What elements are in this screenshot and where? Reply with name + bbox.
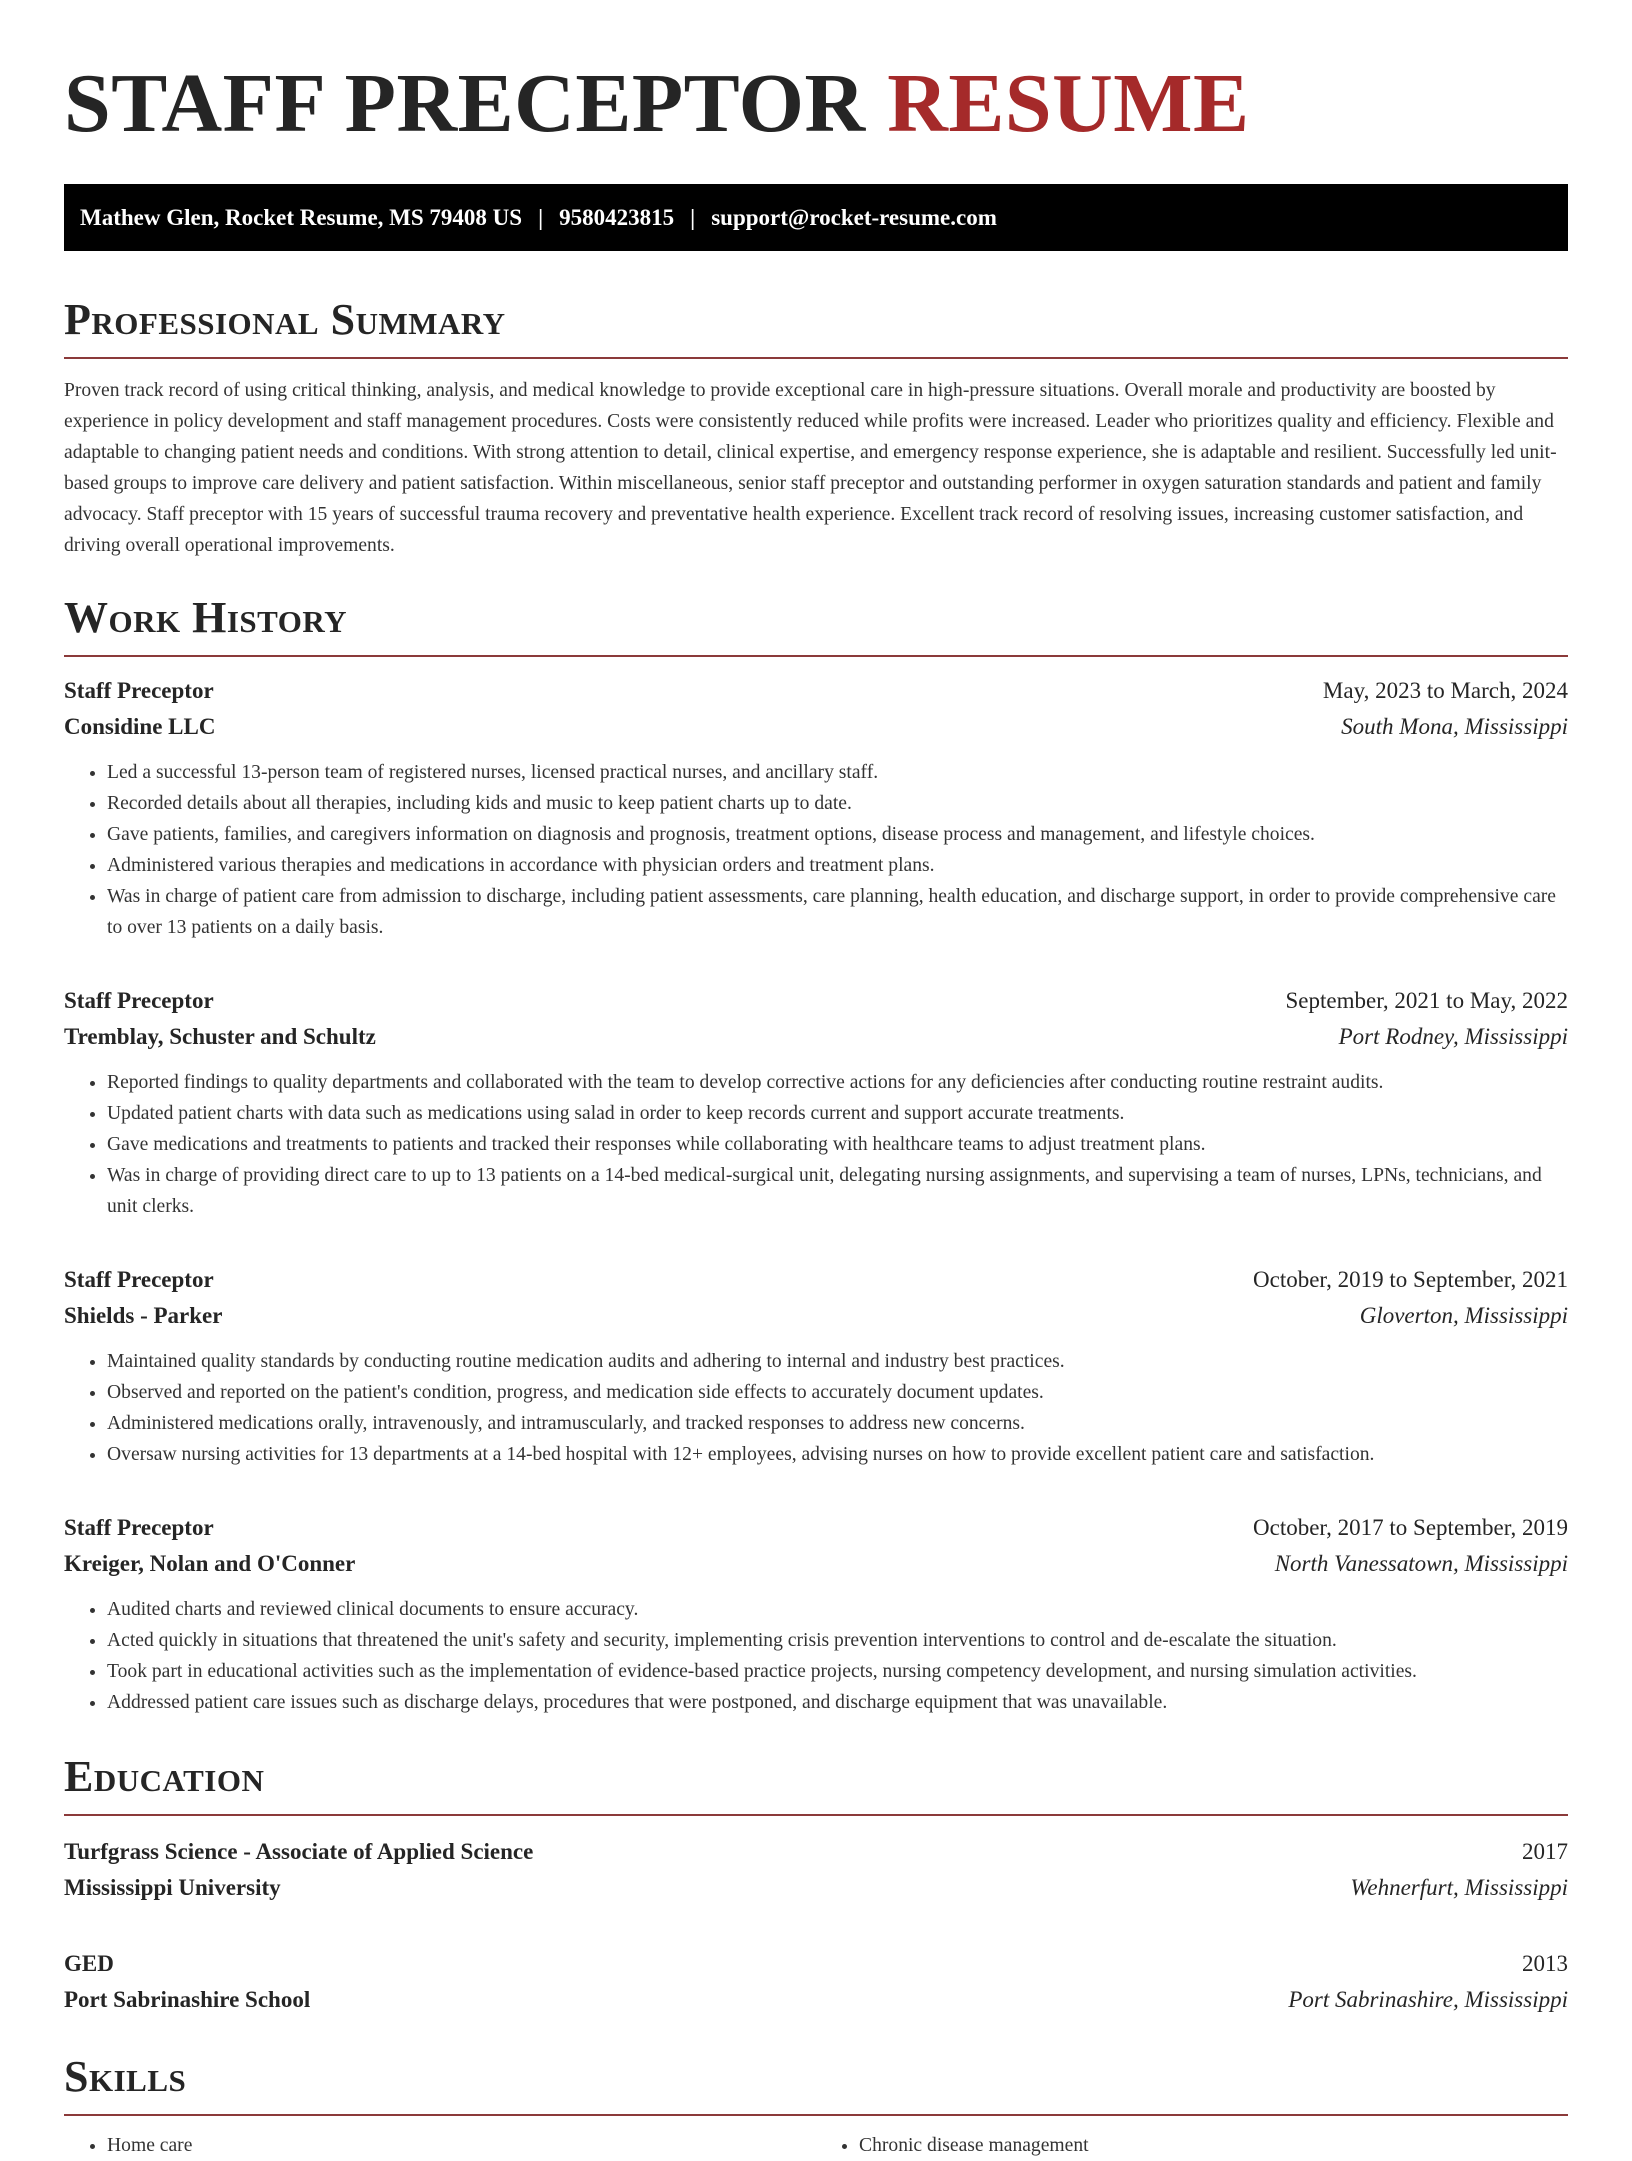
job-bullet: • Led a successful 13-person team of registered nurses, licensed practical nurses, and ancillary staff. <box>107 757 1568 788</box>
job-bullet: • Addressed patient care issues such as discharge delays, procedures that were postponed, and discharge equipment that was unavailable. <box>107 1687 1568 1718</box>
job-title: Staff Preceptor <box>64 678 214 703</box>
job-company: Considine LLC <box>64 714 216 739</box>
job-header-row <box>64 673 1568 709</box>
education-entry <box>64 1834 1568 1906</box>
job-entry <box>64 1262 1568 1470</box>
education-degree-row <box>64 1946 1568 1982</box>
job-bullet: • Acted quickly in situations that threatened the unit's safety and security, implementing crisis prevention interventions to control and de-escalate the situation. <box>107 1625 1568 1656</box>
education-year: 2013 <box>1522 1951 1568 1976</box>
title-accent: RESUME <box>887 57 1250 150</box>
job-dates: October, 2019 to September, 2021 <box>1253 1267 1568 1292</box>
skills-column-right <box>816 2130 1568 2161</box>
job-dates: September, 2021 to May, 2022 <box>1285 988 1568 1013</box>
job-location: Gloverton, Mississippi <box>1359 1303 1568 1328</box>
job-bullets <box>64 1594 1568 1718</box>
job-entry <box>64 1510 1568 1718</box>
education-degree: GED <box>64 1951 114 1976</box>
skill-item: • Chronic disease management <box>859 2130 1568 2161</box>
job-bullets <box>64 1346 1568 1470</box>
job-company-row <box>64 1019 1568 1055</box>
title-main: STAFF PRECEPTOR <box>64 57 866 150</box>
job-entry <box>64 673 1568 943</box>
job-header-row <box>64 983 1568 1019</box>
education-school-row <box>64 1982 1568 2018</box>
job-bullet: • Oversaw nursing activities for 13 departments at a 14-bed hospital with 12+ employees, advising nurses on how to provide excellent patient care and satisfaction. <box>107 1439 1568 1470</box>
job-title: Staff Preceptor <box>64 988 214 1013</box>
job-bullet: • Maintained quality standards by conducting routine medication audits and adhering to internal and industry best practices. <box>107 1346 1568 1377</box>
job-title: Staff Preceptor <box>64 1515 214 1540</box>
job-bullets <box>64 1067 1568 1222</box>
education-location: Wehnerfurt, Mississippi <box>1350 1875 1568 1900</box>
job-location: Port Rodney, Mississippi <box>1338 1024 1568 1049</box>
job-company: Shields - Parker <box>64 1303 223 1328</box>
work-history-heading: Work History <box>64 593 1568 657</box>
contact-email: support@rocket-resume.com <box>711 204 997 230</box>
summary-section <box>64 295 1568 561</box>
skills-section <box>64 2052 1568 2161</box>
work-history-section <box>64 593 1568 1718</box>
job-title: Staff Preceptor <box>64 1267 214 1292</box>
summary-text: Proven track record of using critical thinking, analysis, and medical knowledge to provide exceptional care in high-pressure situations. Overall morale and productivity are boosted by experience in policy development and staff management procedures. Costs were consistently reduced while profits were increased. Leader who prioritizes quality and efficiency. Flexible and adaptable to changing patient needs and conditions. With strong attention to detail, clinical expertise, and emergency response experience, she is adaptable and resilient. Successfully led unit-based groups to improve care delivery and patient satisfaction. Within miscellaneous, senior staff preceptor and outstanding performer in oxygen saturation standards and patient and family advocacy. Staff preceptor with 15 years of successful trauma recovery and preventative health experience. Excellent track record of resolving issues, increasing customer satisfaction, and driving overall operational improvements. <box>64 380 1557 556</box>
education-location: Port Sabrinashire, Mississippi <box>1288 1987 1568 2012</box>
job-bullet: • Recorded details about all therapies, including kids and music to keep patient charts up to date. <box>107 788 1568 819</box>
education-entry <box>64 1946 1568 2018</box>
job-bullet: • Observed and reported on the patient's condition, progress, and medication side effects to accurately document updates. <box>107 1377 1568 1408</box>
skills-heading: Skills <box>64 2052 1568 2116</box>
job-entry <box>64 983 1568 1222</box>
job-bullet: • Was in charge of patient care from admission to discharge, including patient assessments, care planning, health education, and discharge support, in order to provide comprehensive care to over 13 patients on a daily basis. <box>107 881 1568 943</box>
contact-bar <box>64 184 1568 251</box>
skill-item: • Home care <box>107 2130 816 2161</box>
job-bullet: • Administered medications orally, intravenously, and intramuscularly, and tracked responses to address new concerns. <box>107 1408 1568 1439</box>
job-bullet: • Updated patient charts with data such as medications using salad in order to keep records current and support accurate treatments. <box>107 1098 1568 1129</box>
contact-separator: | <box>690 204 696 230</box>
job-bullet: • Was in charge of providing direct care to up to 13 patients on a 14-bed medical-surgical unit, delegating nursing assignments, and supervising a team of nurses, LPNs, technicians, and unit clerks. <box>107 1160 1568 1222</box>
education-school-row <box>64 1870 1568 1906</box>
resume-title <box>64 56 1568 152</box>
job-company-row <box>64 1298 1568 1334</box>
contact-separator: | <box>538 204 544 230</box>
summary-heading: Professional Summary <box>64 295 1568 359</box>
job-company: Kreiger, Nolan and O'Conner <box>64 1551 356 1576</box>
job-bullet: • Gave patients, families, and caregivers information on diagnosis and prognosis, treatment options, disease process and management, and lifestyle choices. <box>107 819 1568 850</box>
job-bullet: • Reported findings to quality departments and collaborated with the team to develop corrective actions for any deficiencies after conducting routine restraint audits. <box>107 1067 1568 1098</box>
job-dates: October, 2017 to September, 2019 <box>1253 1515 1568 1540</box>
contact-address: Mathew Glen, Rocket Resume, MS 79408 US <box>80 204 523 230</box>
job-header-row <box>64 1262 1568 1298</box>
education-section <box>64 1752 1568 2018</box>
education-degree-row <box>64 1834 1568 1870</box>
job-header-row <box>64 1510 1568 1546</box>
job-company-row <box>64 709 1568 745</box>
job-location: South Mona, Mississippi <box>1341 714 1568 739</box>
skills-column-left <box>64 2130 816 2161</box>
job-bullet: • Administered various therapies and medications in accordance with physician orders and treatment plans. <box>107 850 1568 881</box>
job-company-row <box>64 1546 1568 1582</box>
skills-grid <box>64 2130 1568 2161</box>
education-school: Port Sabrinashire School <box>64 1987 311 2012</box>
job-dates: May, 2023 to March, 2024 <box>1322 678 1568 703</box>
education-heading: Education <box>64 1752 1568 1816</box>
job-bullet: • Took part in educational activities such as the implementation of evidence-based practice projects, nursing competency development, and nursing simulation activities. <box>107 1656 1568 1687</box>
job-location: North Vanessatown, Mississippi <box>1274 1551 1568 1576</box>
job-bullets <box>64 757 1568 943</box>
contact-phone: 9580423815 <box>559 204 675 230</box>
education-school: Mississippi University <box>64 1875 281 1900</box>
job-company: Tremblay, Schuster and Schultz <box>64 1024 376 1049</box>
job-bullet: • Gave medications and treatments to patients and tracked their responses while collaborating with healthcare teams to adjust treatment plans. <box>107 1129 1568 1160</box>
education-year: 2017 <box>1522 1839 1568 1864</box>
job-bullet: • Audited charts and reviewed clinical documents to ensure accuracy. <box>107 1594 1568 1625</box>
education-degree: Turfgrass Science - Associate of Applied Science <box>64 1839 534 1864</box>
